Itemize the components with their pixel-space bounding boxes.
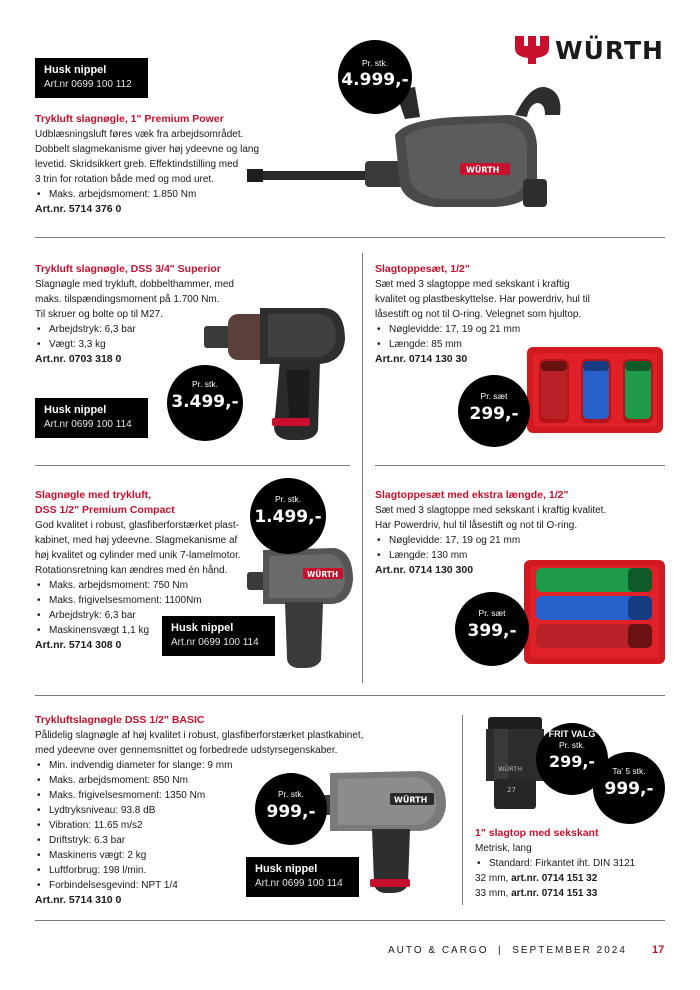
column-divider — [462, 715, 463, 905]
product-title-1: Trykluft slagnøgle, 1" Premium Power — [35, 113, 224, 125]
svg-text:WÜRTH: WÜRTH — [466, 165, 500, 175]
desc-line: kvalitet og plastbeskyttelse. Har powerdriv, hul til — [375, 294, 590, 305]
desc-line: Har Powerdriv, hul til låsestift og not til O-ring. — [375, 520, 578, 531]
husk-nippel-box-2 — [35, 398, 148, 438]
svg-text:WÜRTH: WÜRTH — [307, 570, 339, 579]
price-value: 299,- — [548, 752, 596, 771]
spec-item: • Nøglevidde: 17, 19 og 21 mm — [375, 533, 665, 548]
spec-item: • Nøglevidde: 17, 19 og 21 mm — [375, 322, 660, 337]
spec-item: • Driftstryk: 6.3 bar — [35, 833, 445, 848]
brand-name: WÜRTH — [555, 36, 664, 65]
desc-line: maks. tilspændingsmoment på 1.700 Nm. — [35, 294, 220, 305]
desc-line: Pålidelig slagnøgle af høj kvalitet i robust, glasfiberforstærket plastkabinet, — [35, 730, 364, 741]
desc-line: låsestift og not til O-ring. Velegnet som hjultop. — [375, 309, 582, 320]
spec-item: • Arbejdstryk: 6,3 bar — [35, 608, 270, 623]
price-unit: Pr. sæt — [478, 608, 506, 618]
husk-title: Husk nippel — [171, 622, 234, 634]
price-value: 1.499,- — [254, 507, 322, 527]
husk-artnr: Art.nr 0699 100 114 — [171, 637, 259, 648]
product-title-5: Slagtoppesæt med ekstra længde, 1/2" — [375, 489, 569, 501]
price-badge-1 — [338, 40, 412, 114]
spec-item: • Maks. frigivelsesmoment: 1350 Nm — [35, 788, 445, 803]
desc-line: Metrisk, lang — [475, 843, 532, 854]
desc-line: levetid. Skridsikkert greb. Effektindstilling med — [35, 159, 239, 170]
product-desc-1 — [35, 127, 275, 217]
desc-line: Rotationsretning kan ændres med én hånd. — [35, 565, 228, 576]
divider — [35, 695, 665, 696]
spec-item: • Forbindelsesgevind: NPT 1/4 — [35, 878, 445, 893]
article-number: Art.nr. 5714 376 0 — [35, 203, 122, 215]
art-line — [475, 886, 670, 901]
desc-line: høj kvalitet og cylinder med unik 7-lamelmotor. — [35, 550, 241, 561]
price-badge-7b — [593, 752, 665, 824]
price-unit: Pr. stk. — [559, 740, 585, 750]
article-number: Art.nr. 5714 310 0 — [35, 894, 122, 906]
divider — [35, 465, 350, 466]
desc-line: Udblæsningsluft føres væk fra arbejdsområdet. — [35, 129, 244, 140]
divider — [35, 237, 665, 238]
column-divider — [362, 253, 363, 683]
price-unit: Pr. stk. — [362, 58, 388, 68]
spec-item: • Standard: Firkantet iht. DIN 3121 — [475, 856, 670, 871]
desc-line: 3 trin for rotation både med og mod uret. — [35, 174, 214, 185]
spec-list — [475, 856, 670, 871]
husk-nippel-box-1 — [35, 58, 148, 98]
product-title-6: Trykluftslagnøgle DSS 1/2" BASIC — [35, 714, 205, 726]
product-title-4 — [35, 488, 175, 518]
product-title-2: Trykluft slagnøgle, DSS 3/4" Superior — [35, 263, 221, 275]
spec-item: • Maks. arbejdsmoment: 850 Nm — [35, 773, 445, 788]
divider — [375, 465, 665, 466]
husk-artnr: Art.nr 0699 100 112 — [44, 79, 132, 90]
title-line: Slagnøgle med trykluft, — [35, 489, 152, 501]
socket-set-long-image — [522, 558, 667, 666]
article-number: art.nr. 0714 151 32 — [511, 873, 598, 884]
price-value: 399,- — [467, 621, 517, 641]
price-unit: Pr. stk. — [275, 494, 301, 504]
footer-text: AUTO & CARGO | SEPTEMBER 2024 — [388, 945, 627, 956]
article-number: art.nr. 0714 151 33 — [511, 888, 598, 899]
husk-artnr: Art.nr 0699 100 114 — [44, 419, 132, 430]
desc-line: Til skruer og bolte op til M27. — [35, 309, 164, 320]
spec-item: • Maks. frigivelsesmoment: 1100Nm — [35, 593, 270, 608]
price-unit: Pr. sæt — [480, 391, 508, 401]
spec-item: • Længde: 130 mm — [375, 548, 665, 563]
art-line — [475, 871, 670, 886]
price-value: 299,- — [469, 404, 519, 424]
spec-item: • Arbejdstryk: 6,3 bar — [35, 322, 265, 337]
spec-item: • Lydtryksniveau: 93.8 dB — [35, 803, 445, 818]
price-unit: Pr. stk. — [278, 789, 304, 799]
spec-item: • Min. indvendig diameter for slange: 9 mm — [35, 758, 445, 773]
spec-item: • Vibration: 11.65 m/s2 — [35, 818, 445, 833]
spec-item: • Maskinensvægt 1,1 kg — [35, 623, 270, 638]
desc-line: God kvalitet i robust, glasfiberforstærket plast- — [35, 520, 239, 531]
desc-line: Dobbelt slagmekanisme giver høj ydeevne og lang — [35, 144, 260, 155]
divider — [35, 920, 665, 921]
desc-line: med ydeevne over gennemsnittet og forbedrede udstyrsegenskaber. — [35, 745, 338, 756]
husk-title: Husk nippel — [44, 404, 107, 416]
desc-line: Sæt med 3 slagtoppe med sekskant i kraftig kvalitet. — [375, 505, 607, 516]
price-badge-5 — [455, 592, 529, 666]
price-value: 999,- — [266, 802, 316, 822]
price-unit: Pr. stk. — [192, 379, 218, 389]
product-title-7: 1" slagtop med sekskant — [475, 827, 599, 839]
article-number: Art.nr. 0714 130 300 — [375, 564, 474, 576]
spec-item: • Maks. arbejdsmoment: 750 Nm — [35, 578, 270, 593]
title-line: DSS 1/2" Premium Compact — [35, 504, 175, 516]
socket-set-short-image — [525, 345, 665, 435]
price-badge-6 — [255, 773, 327, 845]
desc-line: Slagnøgle med trykluft, dobbelthammer, med — [35, 279, 234, 290]
socket-brand: WÜRTH — [498, 765, 523, 773]
desc-line: kabinet, med høj ydeevne. Slagmekanisme af — [35, 535, 238, 546]
husk-title: Husk nippel — [255, 863, 318, 875]
product-desc-7 — [475, 841, 670, 901]
husk-title: Husk nippel — [44, 64, 107, 76]
husk-nippel-box-4 — [162, 616, 275, 656]
socket-size: 27 — [507, 786, 516, 794]
page-number: 17 — [652, 944, 665, 956]
spec-item: • Maks. arbejdsmoment: 1.850 Nm — [35, 187, 275, 202]
husk-nippel-box-6 — [246, 857, 359, 897]
size-label: 32 mm, — [475, 873, 509, 884]
price-badge-4 — [250, 478, 326, 554]
desc-line: Sæt med 3 slagtoppe med sekskant i kraftig — [375, 279, 570, 290]
price-value: 999,- — [604, 779, 654, 799]
wurth-logo-mark — [515, 33, 549, 67]
price-value: 4.999,- — [341, 70, 409, 90]
spec-item: • Maskinens vægt: 2 kg — [35, 848, 445, 863]
price-badge-3 — [458, 375, 530, 447]
price-value: 3.499,- — [171, 392, 239, 412]
spec-item: • Vægt: 3,3 kg — [35, 337, 265, 352]
product-title-3: Slagtoppesæt, 1/2" — [375, 263, 470, 275]
spec-item: • Længde: 85 mm — [375, 337, 660, 352]
husk-artnr: Art.nr 0699 100 114 — [255, 878, 343, 889]
spec-list — [35, 187, 275, 202]
article-number: Art.nr. 0703 318 0 — [35, 353, 122, 365]
price-badge-2 — [167, 365, 243, 441]
wurth-logo — [515, 33, 667, 67]
spec-item: • Luftforbrug: 198 l/min. — [35, 863, 445, 878]
svg-text:WÜRTH: WÜRTH — [394, 795, 428, 805]
badge-label: FRIT VALG — [548, 729, 596, 739]
article-number: Art.nr. 0714 130 30 — [375, 353, 468, 365]
price-unit: Ta' 5 stk. — [612, 766, 646, 776]
size-label: 33 mm, — [475, 888, 509, 899]
article-number: Art.nr. 5714 308 0 — [35, 639, 122, 651]
